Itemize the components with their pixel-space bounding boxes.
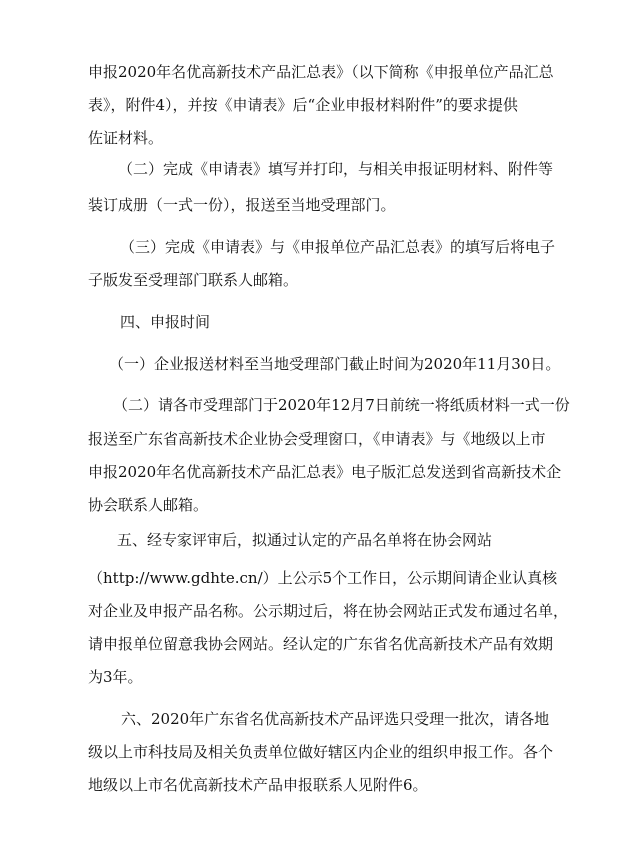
text-line-1 xyxy=(0,60,618,84)
text-line-13 xyxy=(0,493,618,517)
text-line-16 xyxy=(0,599,618,623)
text-line-11-content: 报送至广东省高新技术企业协会受理窗口，《申请表》与《地级以上市 xyxy=(88,430,546,448)
text-line-6 xyxy=(0,235,618,259)
text-line-9 xyxy=(0,352,618,376)
text-line-16-content: 对企业及申报产品名称。公示期过后，将在协会网站正式发布通过名单， xyxy=(88,602,569,620)
text-line-5 xyxy=(0,193,618,217)
text-line-12 xyxy=(0,460,618,484)
text-line-1-content: 申报2020年名优高新技术产品汇总表》（以下简称《申报单位产品汇总 xyxy=(88,63,554,81)
text-line-15 xyxy=(0,566,618,590)
section-heading-5-content: 五、经专家评审后，拟通过认定的产品名单将在协会网站 xyxy=(117,531,493,549)
text-line-4-content: （二）完成《申请表》填写并打印，与相关申报证明材料、附件等 xyxy=(118,160,554,178)
section-heading-5 xyxy=(0,528,618,552)
section-heading-4 xyxy=(0,310,618,334)
text-line-6-content: （三）完成《申请表》与《申报单位产品汇总表》的填写后将电子 xyxy=(120,238,556,256)
text-line-15-content: （http://www.gdhte.cn/）上公示5个工作日，公示期间请企业认真核 xyxy=(88,569,558,587)
text-line-5-content: 装订成册（一式一份），报送至当地受理部门。 xyxy=(88,196,396,214)
text-line-11 xyxy=(0,427,618,451)
text-line-21 xyxy=(0,773,618,797)
text-line-18 xyxy=(0,665,618,689)
section-heading-4-content: 四、申报时间 xyxy=(120,313,211,331)
text-line-20 xyxy=(0,740,618,764)
section-heading-6-content: 六、2020年广东省名优高新技术产品评选只受理一批次，请各地 xyxy=(121,710,550,728)
text-line-17 xyxy=(0,632,618,656)
text-line-3-content: 佐证材料。 xyxy=(88,129,164,147)
text-line-20-content: 级以上市科技局及相关负责单位做好辖区内企业的组织申报工作。各个 xyxy=(88,743,554,761)
text-line-4 xyxy=(0,157,618,181)
section-heading-6 xyxy=(0,707,618,731)
text-line-9-content: （一）企业报送材料至当地受理部门截止时间为2020年11月30日。 xyxy=(109,355,561,373)
text-line-13-content: 协会联系人邮箱。 xyxy=(88,496,209,514)
text-line-2 xyxy=(0,93,618,117)
text-line-18-content: 为3年。 xyxy=(88,668,143,686)
text-line-10 xyxy=(0,393,618,417)
text-line-7-content: 子版发至受理部门联系人邮箱。 xyxy=(88,271,299,289)
text-line-10-content: （二）请各市受理部门于2020年12月7日前统一将纸质材料一式一份 xyxy=(113,396,570,414)
text-line-21-content: 地级以上市名优高新技术产品申报联系人见附件6。 xyxy=(88,776,428,794)
text-line-7 xyxy=(0,268,618,292)
text-line-3 xyxy=(0,126,618,150)
text-line-2-content: 表》，附件4），并按《申请表》后“企业申报材料附件”的要求提供 xyxy=(88,96,518,114)
text-line-12-content: 申报2020年名优高新技术产品汇总表》电子版汇总发送到省高新技术企 xyxy=(88,463,562,481)
text-line-17-content: 请申报单位留意我协会网站。经认定的广东省名优高新技术产品有效期 xyxy=(88,635,554,653)
